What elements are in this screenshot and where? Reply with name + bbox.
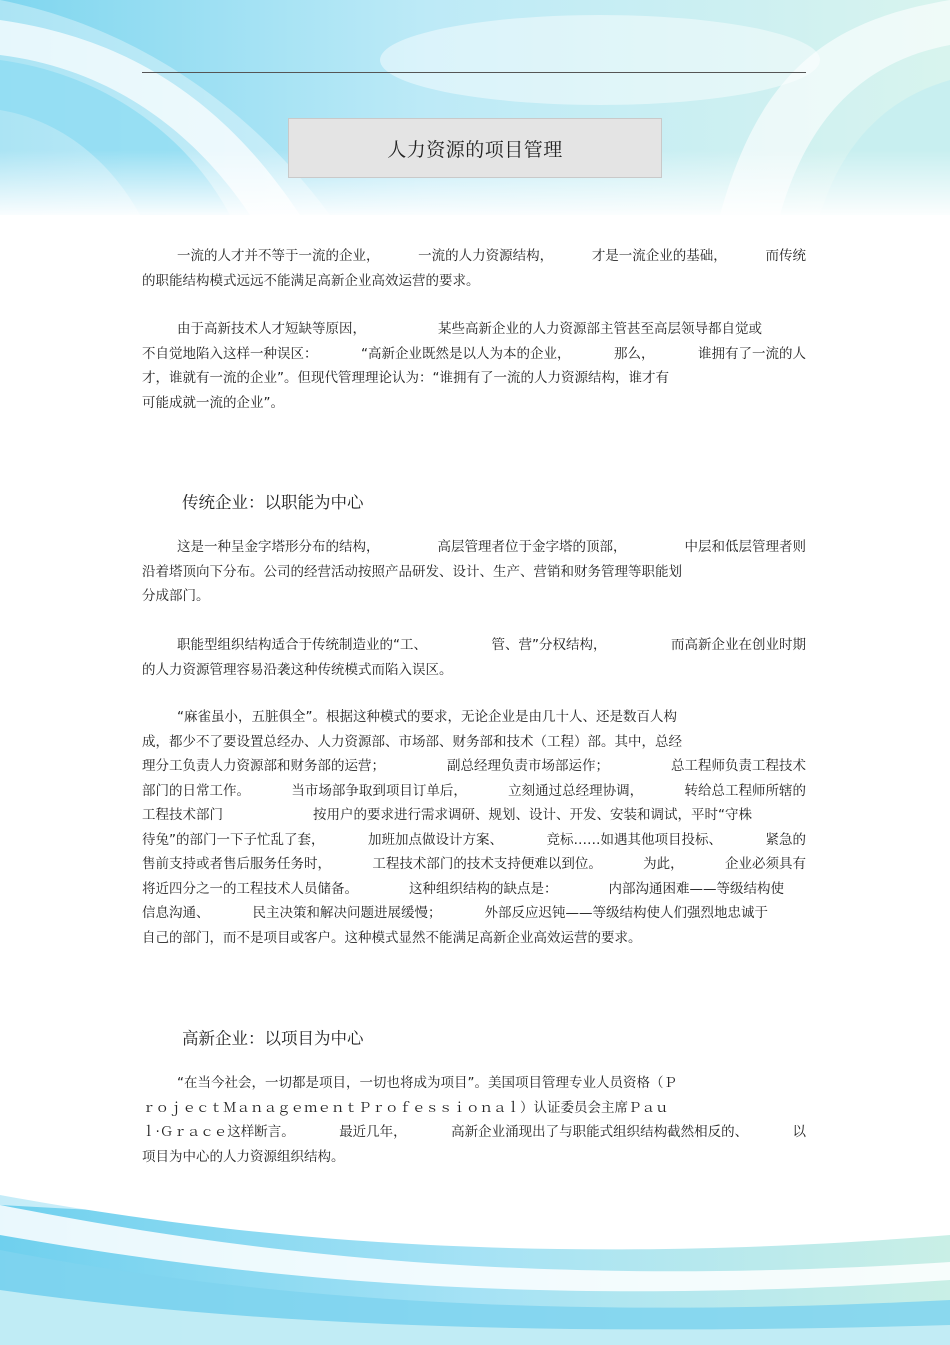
- text-line: 将近四分之一的工程技术人员储备。 这种组织结构的缺点是： 内部沟通困难——等级结构使: [142, 880, 784, 897]
- text-line: 可能成就一流的企业”。: [142, 394, 284, 411]
- text-line: 的人力资源管理容易沿袭这种传统模式而陷入误区。: [142, 661, 453, 678]
- text-line: 项目为中心的人力资源组织结构。: [142, 1148, 345, 1165]
- text-line: 工程技术部门 按用户的要求进行需求调研、规划、设计、开发、安装和调试，平时“守株: [142, 807, 752, 823]
- text-line: 部门的日常工作。 当市场部争取到项目订单后， 立刻通过总经理协调， 转给总工程师所辖的: [142, 782, 806, 799]
- text-line: “在当今社会，一切都是项目，一切也将成为项目”。美国项目管理专业人员资格（Ｐ: [177, 1075, 677, 1091]
- text-line: 成，都少不了要设置总经办、人力资源部、市场部、财务部和技术（工程）部。其中，总经: [142, 733, 682, 750]
- section-heading-high-tech: 高新企业：以项目为中心: [182, 1029, 364, 1048]
- text-line: “麻雀虽小，五脏俱全”。根据这种模式的要求，无论企业是由几十人、还是数百人构: [177, 709, 677, 725]
- intro-paragraph-2: [142, 317, 806, 415]
- text-line: 的职能结构模式远远不能满足高新企业高效运营的要求。: [142, 272, 480, 289]
- text-line: 沿着塔顶向下分布。公司的经营活动按照产品研发、设计、生产、营销和财务管理等职能划: [142, 563, 682, 580]
- text-line: 才，谁就有一流的企业”。但现代管理理论认为：“谁拥有了一流的人力资源结构，谁才有: [142, 370, 669, 386]
- section1-paragraph-1: [142, 535, 806, 609]
- section2-paragraph-1: [142, 1071, 806, 1169]
- intro-paragraph-1: [142, 244, 806, 293]
- section1-paragraph-2: [142, 633, 806, 682]
- document-title-box: [288, 118, 662, 178]
- text-line: 职能型组织结构适合于传统制造业的“工、 管、营”分权结构， 而高新企业在创业时期: [177, 637, 806, 653]
- text-line: 分成部门。: [142, 588, 210, 604]
- text-line: 待兔”的部门一下子忙乱了套， 加班加点做设计方案、 竞标……如遇其他项目投标、 紧急的: [142, 831, 806, 848]
- text-line: 信息沟通、 民主决策和解决问题进展缓慢； 外部反应迟钝——等级结构使人们强烈地忠诚于: [142, 905, 768, 921]
- text-line: ｒｏｊｅｃｔＭａｎａｇｅｍｅｎｔＰｒｏｆｅｓｓｉｏｎａｌ）认证委员会主席Ｐａｕ: [142, 1099, 669, 1116]
- document-title: 人力资源的项目管理: [387, 138, 563, 161]
- text-line: 由于高新技术人才短缺等原因， 某些高新企业的人力资源部主管甚至高层领导都自觉或: [177, 321, 762, 337]
- header-rule: [142, 72, 806, 73]
- text-line: 自己的部门，而不是项目或客户。这种模式显然不能满足高新企业高效运营的要求。: [142, 929, 642, 946]
- text-line: 售前支持或者售后服务任务时， 工程技术部门的技术支持便难以到位。 为此， 企业必须具有: [142, 856, 806, 872]
- text-line: 这是一种呈金字塔形分布的结构， 高层管理者位于金字塔的顶部， 中层和低层管理者则: [177, 539, 806, 555]
- text-line: 理分工负责人力资源部和财务部的运营； 副总经理负责市场部运作； 总工程师负责工程技术: [142, 758, 806, 774]
- section1-paragraph-3: [142, 705, 806, 950]
- text-line: 不自觉地陷入这样一种误区： “高新企业既然是以人为本的企业， 那么， 谁拥有了一流的人: [142, 345, 806, 362]
- section-heading-traditional: 传统企业：以职能为中心: [182, 493, 364, 512]
- text-line: ｌ·Ｇｒａｃｅ这样断言。 最近几年， 高新企业涌现出了与职能式组织结构截然相反的、 以: [142, 1124, 806, 1140]
- text-line: 一流的人才并不等于一流的企业， 一流的人力资源结构， 才是一流企业的基础， 而传统: [177, 248, 806, 264]
